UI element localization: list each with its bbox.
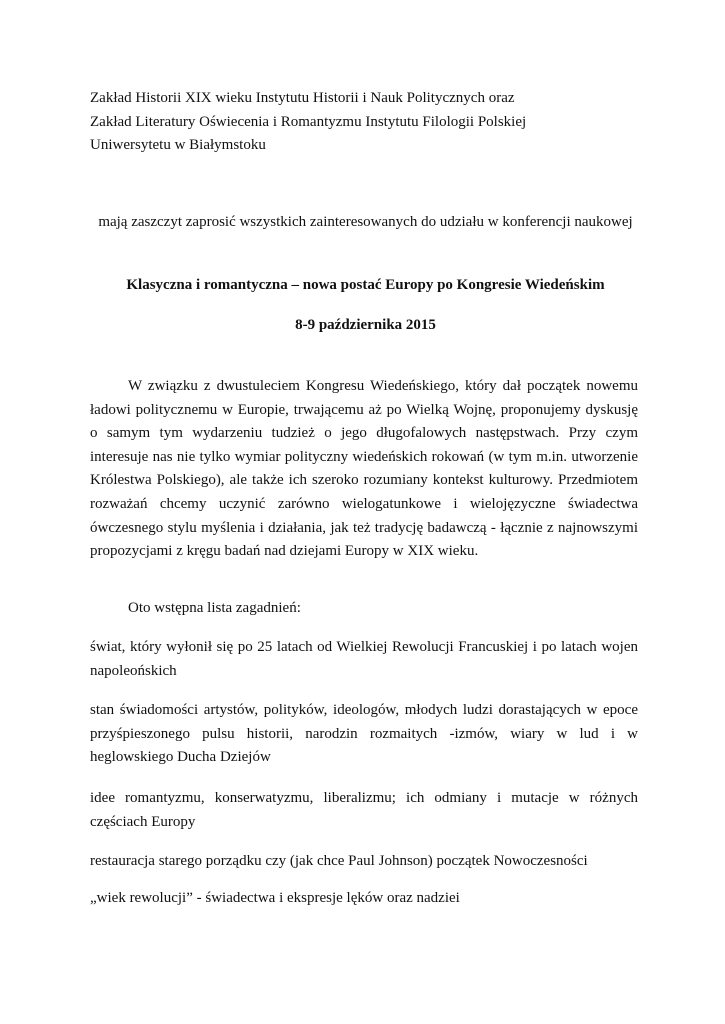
organizer-line-3: Uniwersytetu w Białymstoku bbox=[90, 137, 266, 153]
topics-intro: Oto wstępna lista zagadnień: bbox=[128, 600, 301, 616]
body-paragraph: W związku z dwustuleciem Kongresu Wiedeńskiego, który dał początek nowemu ładowi politycznemu w Europie, trwającemu aż po Wielką Wojnę, proponujemy dyskusję o samym tym wydarzeniu tudzież o jego długofalowych następstwach. Przy czym interesuje nas nie tylko wymiar polityczny wiedeńskich rokowań (w tym m.in. utworzenie Królestwa Polskiego), ale także ich szeroko rozumiany kontekst kulturowy. Przedmiotem rozważań chcemy uczynić zarówno wielogatunkowe i wielojęzyczne świadectwa ówczesnego stylu myślenia i działania, jak też tradycję badawczą - łącznie z najnowszymi propozycjami z kręgu badań nad dziejami Europy w XIX wieku. bbox=[90, 378, 638, 560]
topic-item: idee romantyzmu, konserwatyzmu, liberalizmu; ich odmiany i mutacje w różnych częściach Europy bbox=[90, 790, 638, 830]
conference-date: 8-9 października 2015 bbox=[295, 317, 436, 333]
topic-item: stan świadomości artystów, polityków, ideologów, młodych ludzi dorastających w epoce przyśpieszonego pulsu historii, narodzin rozmaitych -izmów, wiary w lud i w heglowskiego Ducha Dziejów bbox=[90, 702, 638, 766]
topic-item: restauracja starego porządku czy (jak chce Paul Johnson) początek Nowoczesności bbox=[90, 853, 588, 869]
invitation-text: mają zaszczyt zaprosić wszystkich zainteresowanych do udziału w konferencji naukowej bbox=[98, 214, 633, 230]
organizer-header bbox=[90, 87, 650, 158]
organizer-line-1: Zakład Historii XIX wieku Instytutu Historii i Nauk Politycznych oraz bbox=[90, 90, 515, 106]
topic-item: „wiek rewolucji” - świadectwa i ekspresje lęków oraz nadziei bbox=[90, 890, 460, 906]
topic-item: świat, który wyłonił się po 25 latach od Wielkiej Rewolucji Francuskiej i po latach wojen napoleońskich bbox=[90, 639, 638, 679]
conference-title: Klasyczna i romantyczna – nowa postać Europy po Kongresie Wiedeńskim bbox=[126, 277, 605, 293]
organizer-line-2: Zakład Literatury Oświecenia i Romantyzmu Instytutu Filologii Polskiej bbox=[90, 113, 527, 130]
